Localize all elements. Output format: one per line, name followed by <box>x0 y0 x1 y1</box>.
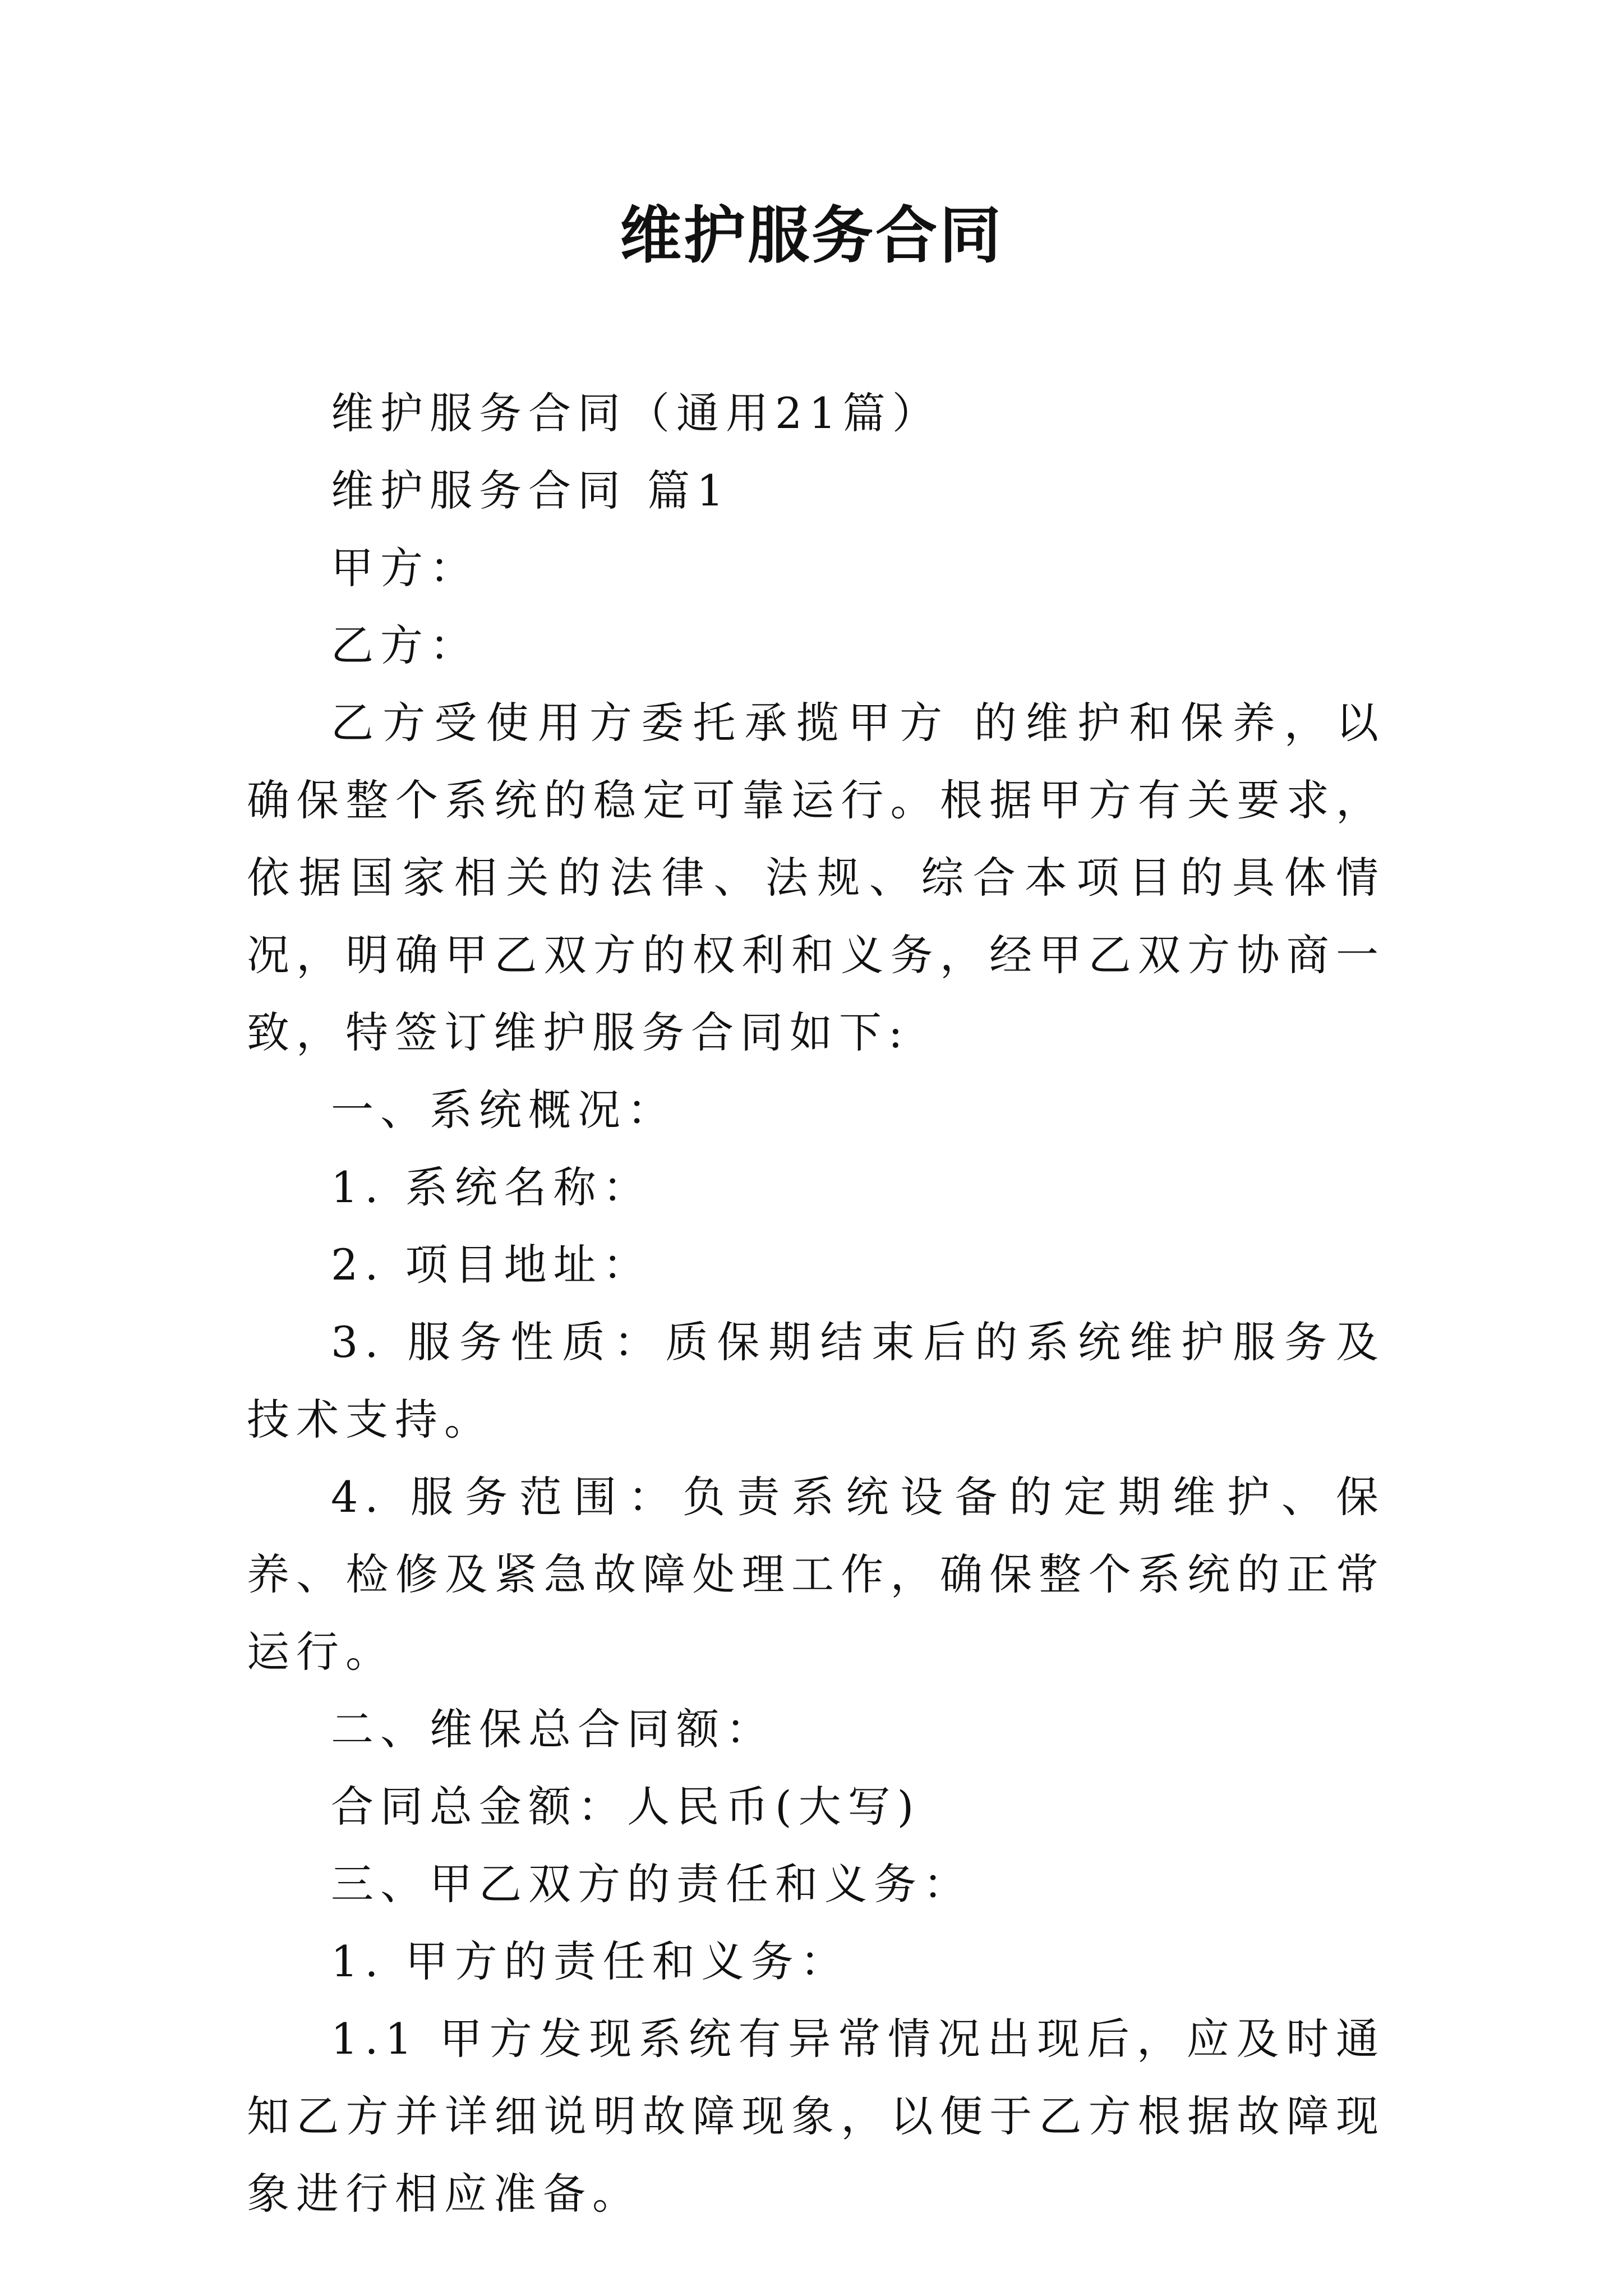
paragraph-party-a-responsibilities: 1. 甲方的责任和义务： <box>331 1936 850 1986</box>
paragraph-system-name: 1. 系统名称： <box>331 1162 652 1212</box>
paragraph-contract-amount: 合同总金额：人民币(大写) <box>331 1782 921 1832</box>
paragraph-party-a: 甲方： <box>331 543 479 593</box>
paragraph-section-heading: 维护服务合同 篇1 <box>331 466 731 516</box>
document-body <box>247 375 1385 2233</box>
paragraph-preamble: 乙方受使用方委托承揽甲方 的维护和保养，以确保整个系统的稳定可靠运行。根据甲方有关要求，依据国家相关的法律、法规、综合本项目的具体情况，明确甲乙双方的权利和义务，经甲乙双方协商一致，特签订维护服务合同如下: <box>247 698 1385 1057</box>
paragraph-service-scope: 4. 服务范围：负责系统设备的定期维护、保养、检修及紧急故障处理工作，确保整个系统的正常运行。 <box>247 1472 1385 1677</box>
paragraph-service-nature: 3. 服务性质：质保期结束后的系统维护服务及技术支持。 <box>247 1317 1385 1444</box>
paragraph-system-overview: 一、系统概况： <box>331 1085 676 1135</box>
paragraph-party-b: 乙方： <box>331 620 479 670</box>
paragraph-clause-1-1: 1.1 甲方发现系统有异常情况出现后，应及时通知乙方并详细说明故障现象，以便于乙方根据故障现象进行相应准备。 <box>247 2014 1385 2219</box>
paragraph-responsibilities-heading: 三、甲乙双方的责任和义务： <box>331 1859 972 1909</box>
paragraph-contract-amount-heading: 二、维保总合同额： <box>331 1704 775 1754</box>
paragraph-subtitle: 维护服务合同（通用21篇） <box>331 388 942 438</box>
paragraph-project-address: 2. 项目地址： <box>331 1240 652 1290</box>
document-title: 维护服务合同 <box>620 199 1003 272</box>
